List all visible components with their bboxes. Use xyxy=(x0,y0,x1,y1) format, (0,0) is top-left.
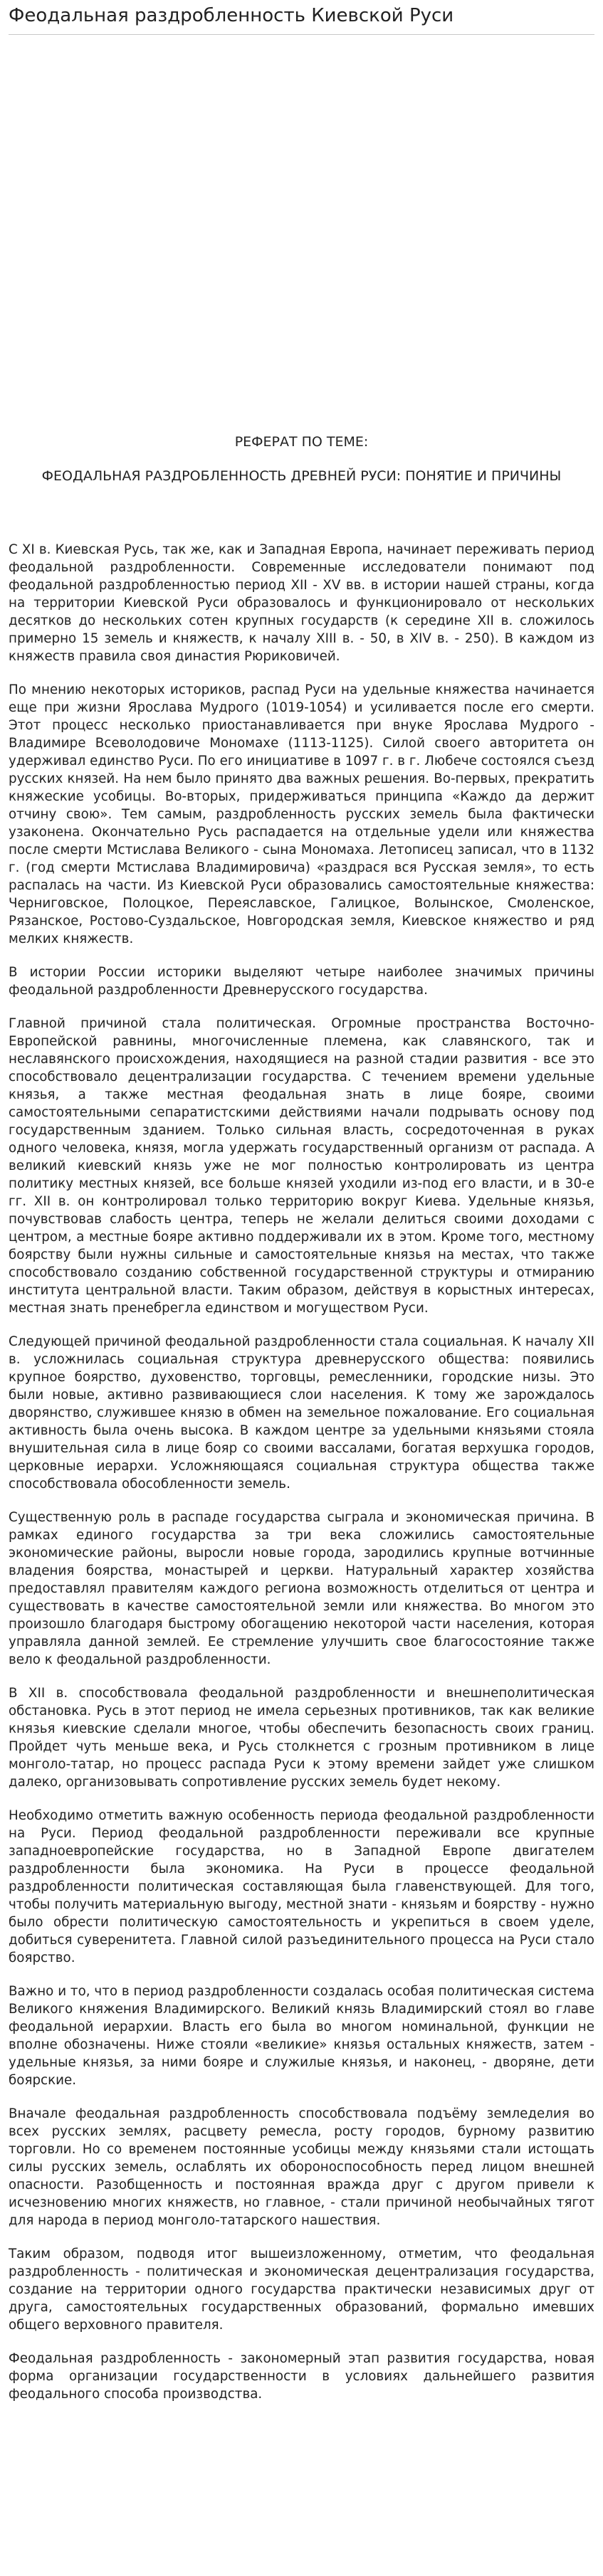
paragraph-four-reasons: В истории России историки выделяют четыре наиболее значимых причины феодальной раздробленности Древнерусского государства. xyxy=(9,965,594,998)
paragraph-conclusion: Феодальная раздробленность - закономерный этап развития государства, новая форма организации государственности в условиях дальнейшего развития феодального способа производства. xyxy=(9,2351,594,2402)
paragraph-political-reason: Главной причиной стала политическая. Огромные пространства Восточно-Европейской равнины, многочисленные племена, как славянского, так и неславянского происхождения, находящиеся на разной стадии развития - все это способствовало децентрализации государства. С течением времени удельные князья, а также местная феодальная знать в лице бояре, своими самостоятельными сепаратистскими действиями начали подрывать основу под государственным зданием. Только сильная власть, сосредоточенная в руках одного человека, князя, могла удержать государственный организм от распада. А великий киевский князь уже не мог полностью контролировать из центра политику местных князей, все больше князей уходили из-под его власти, и в 30-е гг. XII в. он контролировал только территорию вокруг Киева. Удельные князья, почувствовав слабость центра, теперь не желали делиться своими доходами с центром, а местные бояре активно поддерживали их в этом. Кроме того, местному боярству были нужны сильные и самостоятельные князья на местах, что также способствовало созданию собственной государственной структуры и отмиранию института центральной власти. Таким образом, действуя в корыстных интересах, местная знать пренебрегла единством и могуществом Руси. xyxy=(9,1016,594,1316)
report-body xyxy=(9,541,594,2403)
paragraph-social-reason: Следующей причиной феодальной раздробленности стала социальная. К началу XII в. усложнилась социальная структура древнерусского общества: появились крупное боярство, духовенство, торговцы, ремесленники, городские низы. Это были новые, активно развивающиеся слои населения. К тому же зарождалось дворянство, служившее князю в обмен на земельное пожалование. Его социальная активность была очень высока. В каждом центре за удельными князьями стояла внушительная сила в лице бояр со своими вассалами, богатая верхушка городов, церковные иерархи. Усложняющаяся социальная структура общества также способствовала обособленности земель. xyxy=(9,1334,594,1492)
topic-title: ФЕОДАЛЬНАЯ РАЗДРОБЛЕННОСТЬ ДРЕВНЕЙ РУСИ: ПОНЯТИЕ И ПРИЧИНЫ xyxy=(41,468,562,484)
page-title: Феодальная раздробленность Киевской Руси xyxy=(9,5,454,26)
paragraph-intro: С XI в. Киевская Русь, так же, как и Западная Европа, начинает переживать период феодальной раздробленности. Современные исследователи понимают под феодальной раздробленностью период XII - XV вв. в истории нашей страны, когда на территории Киевской Руси образовалось и функционировало от нескольких десятков до нескольких сотен крупных государств (к середине XII в. сложилось примерно 15 земель и княжеств, к началу XIII в. - 50, в XIV в. - 250). В каждом из княжеств правила своя династия Рюриковичей. xyxy=(9,542,594,664)
subject-label: РЕФЕРАТ ПО ТЕМЕ: xyxy=(234,434,369,450)
report-heading xyxy=(9,433,594,485)
paragraph-foreign-policy-reason: В XII в. способствовала феодальной раздробленности и внешнеполитическая обстановка. Русь в этот период не имела серьезных противников, так как великие князья киевские сделали многое, чтобы обеспечить безопасность своих границ. Пройдет чуть меньше века, и Русь столкнется с грозным противником в лице монголо-татар, но процесс распада Руси к этому времени зайдет уже слишком далеко, организовывать сопротивление русских земель будет некому. xyxy=(9,1686,594,1790)
paragraph-summary: Таким образом, подводя итог вышеизложенному, отметим, что феодальная раздробленность - политическая и экономическая децентрализация государства, создание на территории одного государства практически независимых друг от друга, самостоятельных государственных образований, формально имевших общего верховного правителя. xyxy=(9,2247,594,2333)
paragraph-consequences: Вначале феодальная раздробленность способствовала подъёму земледелия во всех русских землях, расцвету ремесла, росту городов, бурному развитию торговли. Но со временем постоянные усобицы между князьями стали истощать силы русских земель, ослаблять их обороноспособность перед лицом внешней опасности. Разобщенность и постоянная вражда друг с другом привели к исчезновению многих княжеств, но главное, - стали причиной необычайных тягот для народа в период монголо-татарского нашествия. xyxy=(9,2106,594,2228)
paragraph-economic-reason: Существенную роль в распаде государства сыграла и экономическая причина. В рамках единого государства за три века сложились самостоятельные экономические районы, выросли новые города, зародились крупные вотчинные владения боярства, монастырей и церкви. Натуральный характер хозяйства предоставлял правителям каждого региона возможность отделиться от центра и существовать в качестве самостоятельной земли или княжества. Во многом это произошло благодаря быстрому обогащению некоторой части населения, которая управляла данной землей. Ее стремление улучшить свое благосостояние также вело к феодальной раздробленности. xyxy=(9,1510,594,1667)
title-divider xyxy=(9,34,594,35)
paragraph-disintegration-history: По мнению некоторых историков, распад Руси на удельные княжества начинается еще при жизни Ярослава Мудрого (1019-1054) и усиливается после его смерти. Этот процесс несколько приостанавливается при внуке Ярослава Мудрого - Владимире Всеволодовиче Мономахе (1113-1125). Силой своего авторитета он удерживал единство Руси. По его инициативе в 1097 г. в г. Любече состоялся съезд русских князей. На нем было принято два важных решения. Во-первых, прекратить княжеские усобицы. Во-вторых, придерживаться принципа «Каждо да держит отчину свою». Тем самым, раздробленность русских земель была фактически узаконена. Окончательно Русь распадается на отдельные удели или княжества после смерти Мстислава Великого - сына Мономаха. Летописец записал, что в 1132 г. (год смерти Мстислава Владимировича) «раздрася вся Русская земля», то есть распалась на части. Из Киевской Руси образовались самостоятельные княжества: Черниговское, Полоцкое, Переяславское, Галицкое, Волынское, Смоленское, Рязанское, Ростово-Суздальское, Новгородская земля, Киевское княжество и ряд мелких княжеств. xyxy=(9,682,594,946)
paragraph-political-system: Важно и то, что в период раздробленности создалась особая политическая система Великого княжения Владимирского. Великий князь Владимирский стоял во главе феодальной иерархии. Власть его была во многом номинальной, функции не вполне обозначены. Ниже стояли «великие» князья остальных княжеств, затем - удельные князья, за ними бояре и служилые князья, и наконец, - дворяне, дети боярские. xyxy=(9,1984,594,2088)
paragraph-key-feature: Необходимо отметить важную особенность периода феодальной раздробленности на Руси. Период феодальной раздробленности переживали все крупные западноевропейские государства, но в Западной Европе двигателем раздробленности была экономика. На Руси в процессе феодальной раздробленности политическая составляющая была главенствующей. Для того, чтобы получить материальную выгоду, местной знати - князьям и боярству - нужно было обрести политическую самостоятельность и укрепиться в своем уделе, добиться суверенитета. Главной силой разъединительного процесса на Руси стало боярство. xyxy=(9,1808,594,1965)
